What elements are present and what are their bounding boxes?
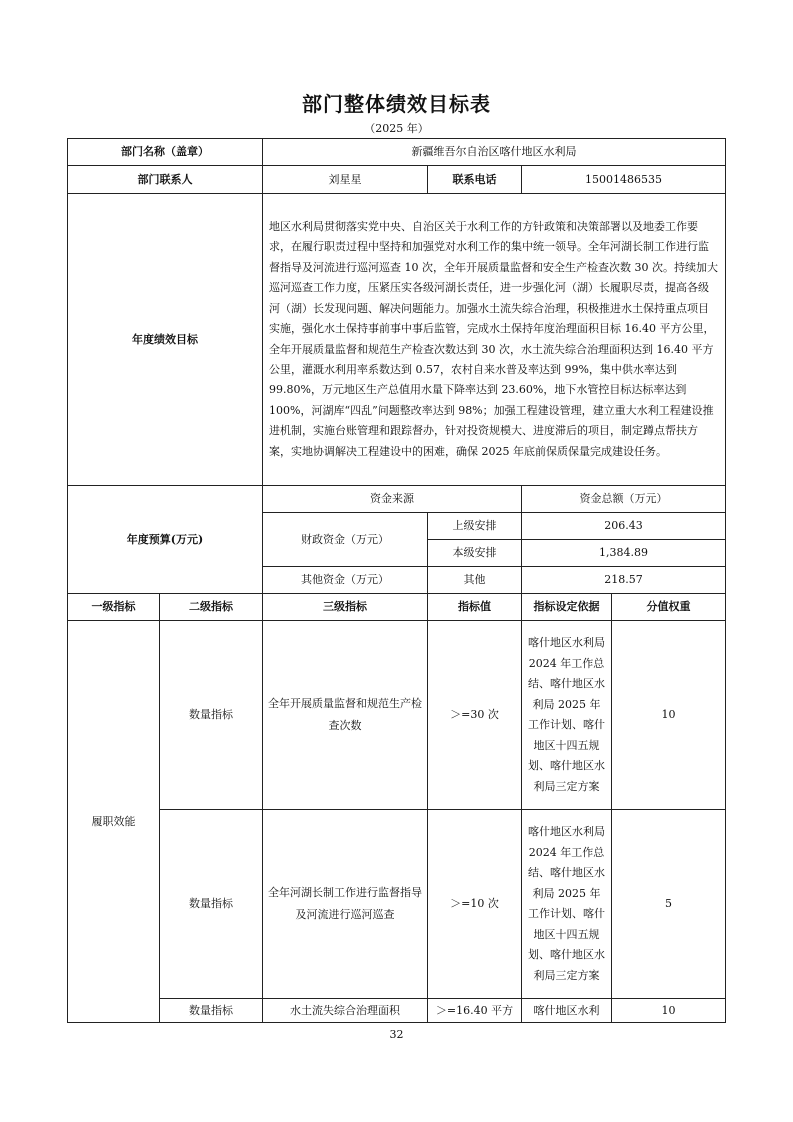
weight-cell: 5 — [612, 810, 726, 999]
local-allocation-label: 本级安排 — [428, 540, 522, 567]
indicator-value-cell: ＞=30 次 — [428, 621, 522, 810]
page-number: 32 — [389, 1028, 404, 1041]
performance-table — [67, 138, 726, 1023]
goal-text: 地区水利局贯彻落实党中央、自治区关于水利工作的方针政策和决策部署以及地委工作要求，在履行职责过程中坚持和加强党对水利工作的集中统一领导。全年河湖长制工作进行监督指导及河流进行巡河巡查 10 次，全年开展质量监督和安全生产检查次数 30 次。持续加大巡河巡查工作力度，压紧压实各级河湖长责任，进一步强化河（湖）长履职尽责，提高各级河（湖）长发现问题、解决问题能力。加强水土流失综合治理，积极推进水土保持重点项目实施，强化水土保持事前事中事后监管，完成水土保持年度治理面积目标 16.40 平方公里，全年开展质量监督和规范生产检查次数达到 30 次，水土流失综合治理面积达到 16.40 平方公里，灌溉水利用率系数达到 0.57，农村自来水普及率达到 99%，集中供水率达到 99.80%，万元地区生产总值用水量下降率达到 23.60%，地下水管控目标达标率达到 100%，河湖库“四乱”问题整改率达到 98%；加强工程建设管理，建立重大水利工程建设推进机制，实施台账管理和跟踪督办，针对投资规模大、进度滞后的项目，制定蹲点帮扶方案，实地协调解决工程建设中的困难，确保 2025 年底前保质保量完成建设任务。 — [263, 194, 726, 486]
budget-label: 年度预算(万元) — [68, 486, 263, 594]
basis-cell: 喀什地区水利 — [522, 999, 612, 1023]
table-row — [68, 621, 726, 810]
other-fund-label: 其他资金（万元） — [263, 567, 428, 594]
indicator-value-cell: ＞=16.40 平方 — [428, 999, 522, 1023]
phone-label: 联系电话 — [428, 166, 522, 194]
goal-label: 年度绩效目标 — [68, 194, 263, 486]
other-fund-value: 218.57 — [522, 567, 726, 594]
level2-cell: 数量指标 — [160, 621, 263, 810]
basis-cell: 喀什地区水利局 2024 年工作总结、喀什地区水利局 2025 年工作计划、喀什地区十四五规划、喀什地区水利局三定方案 — [522, 621, 612, 810]
fund-total-header: 资金总额（万元） — [522, 486, 726, 513]
upper-allocation-label: 上级安排 — [428, 513, 522, 540]
weight-cell: 10 — [612, 621, 726, 810]
header-level1: 一级指标 — [68, 594, 160, 621]
indicator-value-cell: ＞=10 次 — [428, 810, 522, 999]
year-subtitle: （2025 年） — [364, 122, 429, 135]
header-basis: 指标设定依据 — [522, 594, 612, 621]
dept-label: 部门名称（盖章） — [68, 139, 263, 166]
local-allocation-value: 1,384.89 — [522, 540, 726, 567]
level3-cell: 水土流失综合治理面积 — [263, 999, 428, 1023]
level3-cell: 全年河湖长制工作进行监督指导及河流进行巡河巡查 — [263, 810, 428, 999]
header-weight: 分值权重 — [612, 594, 726, 621]
contact-label: 部门联系人 — [68, 166, 263, 194]
upper-allocation-value: 206.43 — [522, 513, 726, 540]
level2-cell: 数量指标 — [160, 999, 263, 1023]
header-value: 指标值 — [428, 594, 522, 621]
fiscal-fund-label: 财政资金（万元） — [263, 513, 428, 567]
level2-cell: 数量指标 — [160, 810, 263, 999]
fund-source-header: 资金来源 — [263, 486, 522, 513]
phone-value: 15001486535 — [522, 166, 726, 194]
basis-cell: 喀什地区水利局 2024 年工作总结、喀什地区水利局 2025 年工作计划、喀什地区十四五规划、喀什地区水利局三定方案 — [522, 810, 612, 999]
dept-value: 新疆维吾尔自治区喀什地区水利局 — [263, 139, 726, 166]
table-row — [68, 810, 726, 999]
level1-cell: 履职效能 — [68, 621, 160, 1023]
header-level2: 二级指标 — [160, 594, 263, 621]
table-row — [68, 999, 726, 1023]
page-title: 部门整体绩效目标表 — [302, 92, 491, 116]
header-level3: 三级指标 — [263, 594, 428, 621]
other-fund-sub: 其他 — [428, 567, 522, 594]
level3-cell: 全年开展质量监督和规范生产检查次数 — [263, 621, 428, 810]
contact-value: 刘星星 — [263, 166, 428, 194]
weight-cell: 10 — [612, 999, 726, 1023]
